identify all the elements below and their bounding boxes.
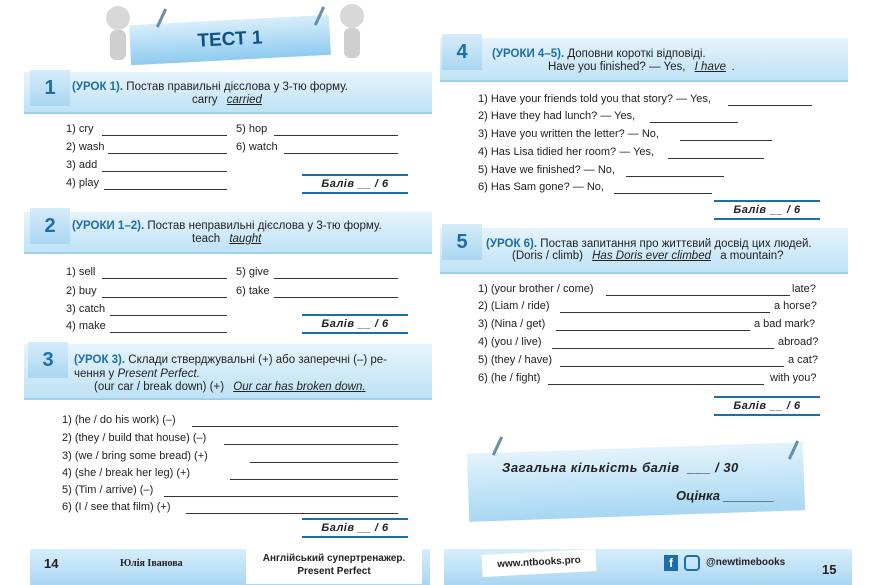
s1-item: 3) add bbox=[66, 159, 98, 171]
author-name: Юлія Іванова bbox=[120, 558, 183, 569]
s1-item: 4) play bbox=[66, 177, 100, 189]
section-5-example: (Doris / climb) Has Doris ever climbed a mountain? bbox=[512, 250, 784, 262]
answer-line[interactable] bbox=[552, 348, 774, 349]
s5-item-end: a horse? bbox=[774, 300, 817, 312]
answer-line[interactable] bbox=[102, 278, 227, 279]
answer-line[interactable] bbox=[274, 135, 398, 136]
total-score-card bbox=[467, 442, 805, 522]
s5-item-prompt: 4) (you / live) bbox=[478, 336, 542, 348]
section-4-number: 4 bbox=[442, 34, 482, 70]
s2-item: 2) buy bbox=[66, 285, 97, 297]
s3-item: 5) (Tim / arrive) (–) bbox=[62, 484, 154, 496]
answer-line[interactable] bbox=[560, 312, 770, 313]
section-1-score: Балів __ / 6 bbox=[302, 174, 408, 194]
s4-item: 6) Has Sam gone? — No, bbox=[478, 181, 604, 193]
s2-item: 1) sell bbox=[66, 266, 96, 278]
section-3-instruction: (УРОК 3). Склади стверджувальні (+) або заперечні (–) ре- чення у Present Perfect. bbox=[74, 354, 387, 380]
s3-item: 6) (I / see that film) (+) bbox=[62, 501, 171, 513]
section-3-number: 3 bbox=[28, 342, 68, 378]
section-1-example: carry carried bbox=[192, 94, 262, 106]
s5-item-end: late? bbox=[792, 283, 816, 295]
section-2-instruction: (УРОКИ 1–2). Постав неправильні дієслова у 3-тю форму. bbox=[72, 220, 382, 232]
s5-item-end: abroad? bbox=[778, 336, 819, 348]
section-4-score: Балів __ / 6 bbox=[714, 200, 820, 220]
s3-item: 1) (he / do his work) (–) bbox=[62, 414, 176, 426]
s4-item: 2) Have they had lunch? — Yes, bbox=[478, 110, 636, 122]
answer-line[interactable] bbox=[668, 158, 764, 159]
s4-item: 5) Have we finished? — No, bbox=[478, 164, 615, 176]
social-handle[interactable]: @newtimebooks bbox=[706, 557, 786, 568]
s1-item: 6) watch bbox=[236, 141, 278, 153]
answer-line[interactable] bbox=[614, 193, 712, 194]
s5-item-end: with you? bbox=[770, 372, 817, 384]
total-score-label: Загальна кількість балів ___ / 30 bbox=[502, 460, 739, 475]
answer-line[interactable] bbox=[680, 140, 772, 141]
s1-item: 2) wash bbox=[66, 141, 105, 153]
answer-line[interactable] bbox=[626, 176, 724, 177]
s5-item-prompt: 3) (Nina / get) bbox=[478, 318, 546, 330]
section-4-instruction: (УРОКИ 4–5). Доповни короткі відповіді. bbox=[492, 48, 706, 60]
instagram-icon[interactable] bbox=[684, 555, 700, 571]
answer-line[interactable] bbox=[556, 330, 750, 331]
s2-item: 3) catch bbox=[66, 303, 106, 315]
answer-line[interactable] bbox=[110, 332, 227, 333]
answer-line[interactable] bbox=[102, 297, 227, 298]
section-2-number: 2 bbox=[30, 208, 70, 244]
section-4-example: Have you finished? — Yes, I have . bbox=[548, 61, 736, 73]
answer-line[interactable] bbox=[186, 513, 398, 514]
s5-item-end: a cat? bbox=[788, 354, 818, 366]
s5-item-prompt: 6) (he / fight) bbox=[478, 372, 541, 384]
s5-item-prompt: 1) (your brother / come) bbox=[478, 283, 594, 295]
s1-item: 5) hop bbox=[236, 123, 268, 135]
answer-line[interactable] bbox=[104, 189, 227, 190]
s3-item: 3) (we / bring some bread) (+) bbox=[62, 450, 208, 462]
section-3-score: Балів __ / 6 bbox=[302, 518, 408, 538]
section-3-example: (our car / break down) (+) Our car has broken down. bbox=[94, 381, 366, 393]
s5-item-prompt: 5) (they / have) bbox=[478, 354, 552, 366]
page-number-right: 15 bbox=[822, 562, 837, 577]
book-title: Англійський супертренажер. Present Perfect bbox=[246, 549, 422, 584]
s2-item: 6) take bbox=[236, 285, 270, 297]
grade-label: Оцінка _______ bbox=[676, 488, 775, 503]
section-2-example: teach taught bbox=[192, 233, 262, 245]
answer-line[interactable] bbox=[192, 426, 398, 427]
person-figure-right bbox=[334, 4, 370, 62]
s3-item: 2) (they / build that house) (–) bbox=[62, 432, 207, 444]
answer-line[interactable] bbox=[250, 462, 398, 463]
s5-item-end: a bad mark? bbox=[754, 318, 816, 330]
answer-line[interactable] bbox=[102, 171, 227, 172]
answer-line[interactable] bbox=[164, 496, 398, 497]
answer-line[interactable] bbox=[110, 315, 227, 316]
answer-line[interactable] bbox=[560, 366, 784, 367]
section-5-number: 5 bbox=[442, 224, 482, 260]
answer-line[interactable] bbox=[728, 105, 812, 106]
answer-line[interactable] bbox=[102, 135, 227, 136]
s4-item: 4) Has Lisa tidied her room? — Yes, bbox=[478, 146, 655, 158]
answer-line[interactable] bbox=[274, 278, 398, 279]
answer-line[interactable] bbox=[108, 153, 227, 154]
s1-item: 1) cry bbox=[66, 123, 94, 135]
answer-line[interactable] bbox=[224, 444, 398, 445]
page-title: ТЕСТ 1 bbox=[129, 15, 331, 65]
section-5-instruction: (УРОК 6). Постав запитання про життєвий досвід цих людей. bbox=[486, 238, 812, 250]
section-1-number: 1 bbox=[30, 70, 70, 106]
section-1-instruction: (УРОК 1). Постав правильні дієслова у 3-тю форму. bbox=[72, 81, 348, 93]
website-link[interactable]: www.ntbooks.pro bbox=[482, 549, 597, 577]
s5-item-prompt: 2) (Liam / ride) bbox=[478, 300, 550, 312]
answer-line[interactable] bbox=[284, 153, 398, 154]
section-5-score: Балів __ / 6 bbox=[714, 396, 820, 416]
answer-line[interactable] bbox=[274, 297, 398, 298]
facebook-icon[interactable]: f bbox=[664, 555, 678, 571]
answer-line[interactable] bbox=[606, 295, 790, 296]
s4-item: 3) Have you written the letter? — No, bbox=[478, 128, 659, 140]
section-2-score: Балів __ / 6 bbox=[302, 314, 408, 334]
page-number-left: 14 bbox=[44, 556, 59, 571]
s2-item: 5) give bbox=[236, 266, 270, 278]
answer-line[interactable] bbox=[650, 122, 738, 123]
answer-line[interactable] bbox=[548, 384, 764, 385]
answer-line[interactable] bbox=[230, 479, 398, 480]
s2-item: 4) make bbox=[66, 320, 106, 332]
s4-item: 1) Have your friends told you that story? — Yes, bbox=[478, 93, 711, 105]
s3-item: 4) (she / break her leg) (+) bbox=[62, 467, 191, 479]
